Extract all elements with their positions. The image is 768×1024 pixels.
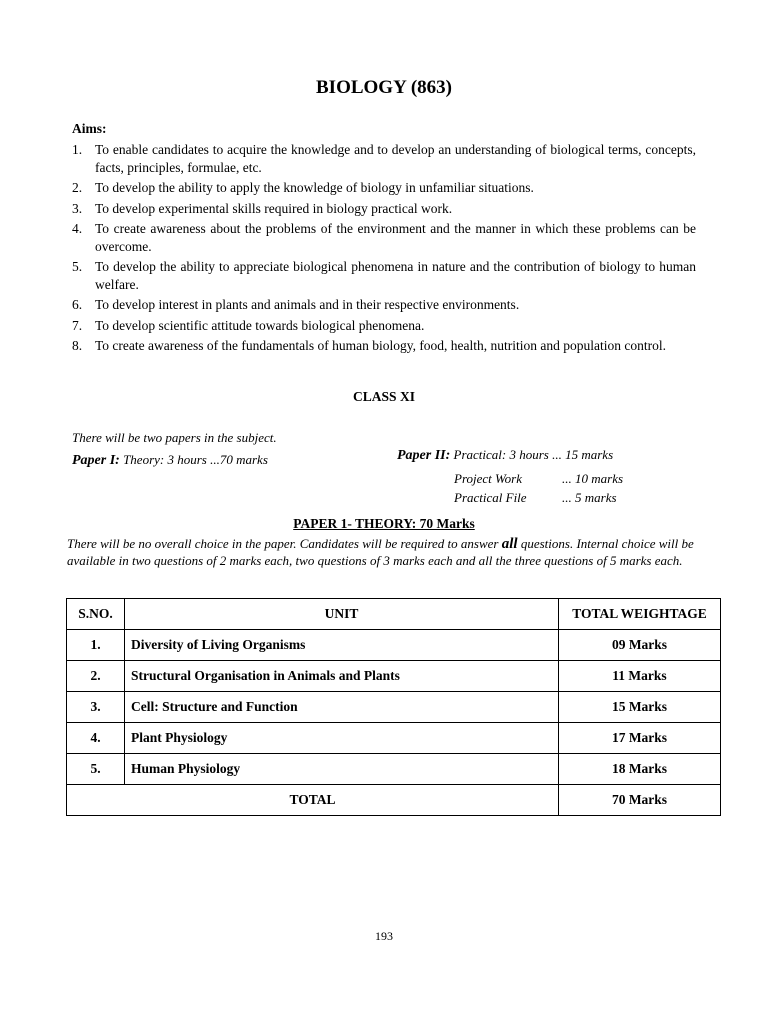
notice-text-before: There will be no overall choice in the paper. Candidates will be required to answer [67, 536, 502, 551]
project-work-marks: ... 10 marks [562, 471, 624, 486]
aim-item [72, 141, 696, 176]
aim-number: 5. [72, 259, 83, 274]
paper-notice [67, 536, 704, 569]
aim-text: To develop interest in plants and animals and in their respective environments. [95, 297, 520, 312]
table-row [67, 692, 721, 723]
total-value: 70 Marks [559, 785, 721, 816]
table-row [67, 630, 721, 661]
header-unit: UNIT [125, 599, 559, 630]
table-header-row [67, 599, 721, 630]
aim-item [72, 296, 696, 314]
aim-item [72, 200, 696, 218]
aim-item [72, 220, 696, 255]
weightage-table [66, 598, 721, 816]
aim-text: To develop experimental skills required in biology practical work. [95, 200, 453, 216]
aims-heading: Aims: [72, 121, 107, 136]
row-sno: 3. [67, 692, 125, 723]
practical-file-label: Practical File [454, 490, 527, 505]
aim-item [72, 179, 696, 197]
row-unit: Plant Physiology [125, 723, 559, 754]
row-sno: 1. [67, 630, 125, 661]
page-number: 193 [375, 929, 393, 943]
aim-text: To create awareness about the problems of the environment and the manner in which these problems can be overcome. [95, 221, 696, 254]
paper-2-detail: Practical: 3 hours ... 15 marks [453, 447, 614, 462]
row-weightage: 18 Marks [559, 754, 721, 785]
aim-number: 8. [72, 338, 83, 353]
project-work-label: Project Work [454, 471, 522, 486]
row-unit: Human Physiology [125, 754, 559, 785]
row-weightage: 15 Marks [559, 692, 721, 723]
aim-text: To enable candidates to acquire the knowledge and to develop an understanding of biological terms, concepts, facts, principles, formulae, etc. [95, 142, 696, 175]
aims-list [72, 141, 696, 358]
header-weightage: TOTAL WEIGHTAGE [559, 599, 721, 630]
page-title: BIOLOGY (863) [316, 77, 452, 98]
aim-text: To develop the ability to apply the knowledge of biology in unfamiliar situations. [95, 180, 534, 195]
table-row [67, 723, 721, 754]
aim-item [72, 317, 696, 335]
aim-text: To develop scientific attitude towards biological phenomena. [95, 317, 425, 333]
aim-text: To create awareness of the fundamentals of human biology, food, health, nutrition and population control. [95, 338, 667, 353]
aim-text: To develop the ability to appreciate biological phenomena in nature and the contribution of biology to human welfare. [95, 259, 696, 292]
paper-heading: PAPER 1- THEORY: 70 Marks [293, 516, 475, 531]
row-unit: Cell: Structure and Function [125, 692, 559, 723]
header-sno: S.NO. [67, 599, 125, 630]
aim-number: 4. [72, 221, 83, 236]
row-weightage: 17 Marks [559, 723, 721, 754]
aim-number: 3. [72, 200, 83, 216]
row-weightage: 11 Marks [559, 661, 721, 692]
aim-number: 1. [72, 142, 83, 157]
row-unit: Diversity of Living Organisms [125, 630, 559, 661]
row-sno: 5. [67, 754, 125, 785]
paper-2-line [397, 447, 613, 464]
practical-file-marks: ... 5 marks [562, 490, 617, 505]
notice-emphasis: all [501, 536, 518, 552]
table-total-row [67, 785, 721, 816]
class-heading: CLASS XI [353, 389, 415, 404]
paper-1-detail: Theory: 3 hours ...70 marks [123, 452, 268, 467]
table-row [67, 661, 721, 692]
total-label: TOTAL [67, 785, 559, 816]
aim-number: 6. [72, 297, 83, 312]
aim-item [72, 337, 696, 355]
row-unit: Structural Organisation in Animals and Plants [125, 661, 559, 692]
paper-1-label: Paper I: [72, 453, 120, 468]
paper-1-line [72, 452, 268, 469]
notice-text-after: questions. Internal choice will be available in two questions of 2 marks each, two questions of 3 marks each and all the three questions of 5 marks each. [67, 536, 694, 568]
row-sno: 4. [67, 723, 125, 754]
paper-2-label: Paper II: [397, 448, 451, 463]
aim-number: 2. [72, 180, 83, 195]
papers-intro: There will be two papers in the subject. [72, 430, 277, 445]
row-weightage: 09 Marks [559, 630, 721, 661]
aim-number: 7. [72, 317, 83, 333]
table-row [67, 754, 721, 785]
row-sno: 2. [67, 661, 125, 692]
aim-item [72, 258, 696, 293]
